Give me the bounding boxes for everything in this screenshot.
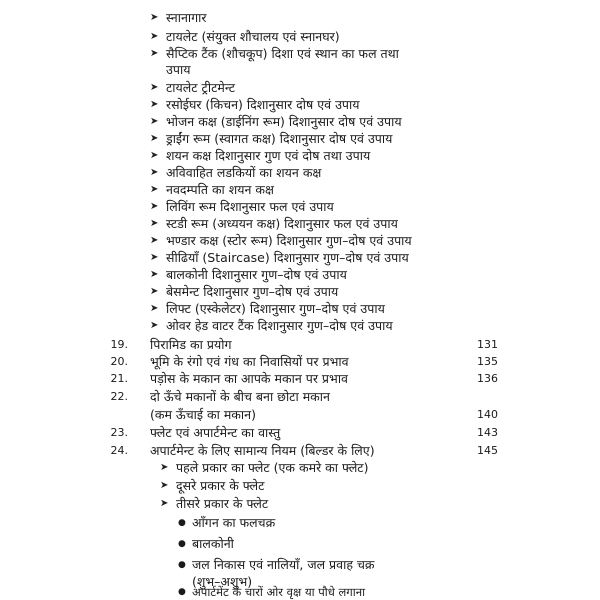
toc-subitem: ➤ स्टडी रूम (अध्ययन कक्ष) दिशानुसार फल एवं उपाय xyxy=(150,216,398,231)
chapter-number: 22. xyxy=(110,390,128,403)
chapter-title: पिरामिड का प्रयोग xyxy=(150,337,232,352)
toc-subitem: ➤ अविवाहित लडकियों का शयन कक्ष xyxy=(150,165,322,180)
arrow-icon: ➤ xyxy=(150,150,159,161)
toc-subitem: ➤ पहले प्रकार का फ्लेट (एक कमरे का फ्लेट) xyxy=(160,460,369,475)
toc-bullet-item: ● आँगन का फलचक्र xyxy=(178,515,276,530)
arrow-icon: ➤ xyxy=(150,286,159,297)
chapter-page: 140 xyxy=(477,408,498,421)
chapter-title: फ्लेट एवं अपार्टमेन्ट का वास्तु xyxy=(150,425,281,440)
arrow-icon: ➤ xyxy=(160,480,169,491)
arrow-icon: ➤ xyxy=(160,462,169,473)
chapter-title: भूमि के रंगो एवं गंध का निवासियों पर प्रभाव xyxy=(150,354,349,369)
arrow-icon: ➤ xyxy=(150,167,159,178)
arrow-icon: ➤ xyxy=(150,48,159,59)
arrow-icon: ➤ xyxy=(160,498,169,509)
toc-subitem: ➤ ड्राईंग रूम (स्वागत कक्ष) दिशानुसार दोष एवं उपाय xyxy=(150,131,393,146)
chapter-number: 21. xyxy=(110,372,128,385)
arrow-icon: ➤ xyxy=(150,99,159,110)
toc-subitem: ➤ टायलेट (संयुक्त शौचालय एवं स्नानघर) xyxy=(150,29,340,44)
chapter-title: दो ऊँचे मकानों के बीच बना छोटा मकान xyxy=(150,389,330,404)
toc-subitem: ➤ भण्डार कक्ष (स्टोर रूम) दिशानुसार गुण–दोष एवं उपाय xyxy=(150,233,412,248)
chapter-page: 136 xyxy=(477,372,498,385)
toc-bullet-continuation: (शुभ–अशुभ) xyxy=(192,574,253,589)
toc-bullet-item: ● जल निकास एवं नालियाँ, जल प्रवाह चक्र xyxy=(178,557,375,572)
toc-subitem: ➤ स्नानागार xyxy=(150,10,207,25)
arrow-icon: ➤ xyxy=(150,320,159,331)
chapter-number: 20. xyxy=(110,355,128,368)
chapter-title: अपार्टमेन्ट के लिए सामान्य नियम (बिल्डर के लिए) xyxy=(150,443,375,458)
toc-subitem: ➤ बालकोनी दिशानुसार गुण–दोष एवं उपाय xyxy=(150,267,347,282)
chapter-page: 131 xyxy=(477,338,498,351)
arrow-icon: ➤ xyxy=(150,82,159,93)
bullet-icon: ● xyxy=(178,539,186,549)
arrow-icon: ➤ xyxy=(150,12,159,23)
toc-subitem: ➤ रसोईघर (किचन) दिशानुसार दोष एवं उपाय xyxy=(150,97,360,112)
toc-subitem: ➤ ओवर हेड वाटर टैंक दिशानुसार गुण–दोष एवं उपाय xyxy=(150,318,393,333)
toc-subitem: ➤ तीसरे प्रकार के फ्लेट xyxy=(160,496,269,511)
toc-subitem-continuation: उपाय xyxy=(166,62,191,77)
chapter-number: 19. xyxy=(110,338,128,351)
arrow-icon: ➤ xyxy=(150,235,159,246)
chapter-page: 135 xyxy=(477,355,498,368)
chapter-page: 145 xyxy=(477,444,498,457)
toc-subitem: ➤ भोजन कक्ष (डाईनिंग रूम) दिशानुसार दोष एवं उपाय xyxy=(150,114,402,129)
toc-subitem: ➤ टायलेट ट्रीटमेन्ट xyxy=(150,80,236,95)
chapter-title: पड़ोस के मकान का आपके मकान पर प्रभाव xyxy=(150,371,349,386)
arrow-icon: ➤ xyxy=(150,303,159,314)
toc-bullet-item: ● बालकोनी xyxy=(178,536,234,551)
toc-subitem: ➤ लिफ्ट (एस्केलेटर) दिशानुसार गुण–दोष एवं उपाय xyxy=(150,301,385,316)
bullet-icon: ● xyxy=(178,560,186,570)
bullet-icon: ● xyxy=(178,587,186,597)
chapter-page: 143 xyxy=(477,426,498,439)
arrow-icon: ➤ xyxy=(150,133,159,144)
arrow-icon: ➤ xyxy=(150,184,159,195)
bullet-icon: ● xyxy=(178,518,186,528)
arrow-icon: ➤ xyxy=(150,252,159,263)
toc-subitem: ➤ नवदम्पति का शयन कक्ष xyxy=(150,182,274,197)
arrow-icon: ➤ xyxy=(150,269,159,280)
toc-bullet-item: ● अपार्टमेंट के चारों ओर वृक्ष या पौधे लगाना xyxy=(178,585,366,599)
toc-subitem: ➤ दूसरे प्रकार के फ्लेट xyxy=(160,478,265,493)
toc-subitem: ➤ सैप्टिक टैंक (शौचकूप) दिशा एवं स्थान का फल तथा xyxy=(150,46,399,61)
arrow-icon: ➤ xyxy=(150,201,159,212)
toc-subitem: ➤ सीढियॉं (Staircase) दिशानुसार गुण–दोष एवं उपाय xyxy=(150,250,409,265)
chapter-title: (कम ऊँचाई का मकान) xyxy=(150,407,256,422)
toc-subitem: ➤ शयन कक्ष दिशानुसार गुण एवं दोष तथा उपाय xyxy=(150,148,371,163)
chapter-number: 23. xyxy=(110,426,128,439)
toc-subitem: ➤ बेसमेन्ट दिशानुसार गुण–दोष एवं उपाय xyxy=(150,284,339,299)
toc-subitem: ➤ लिविंग रूम दिशानुसार फल एवं उपाय xyxy=(150,199,334,214)
chapter-number: 24. xyxy=(110,444,128,457)
arrow-icon: ➤ xyxy=(150,218,159,229)
arrow-icon: ➤ xyxy=(150,116,159,127)
arrow-icon: ➤ xyxy=(150,31,159,42)
